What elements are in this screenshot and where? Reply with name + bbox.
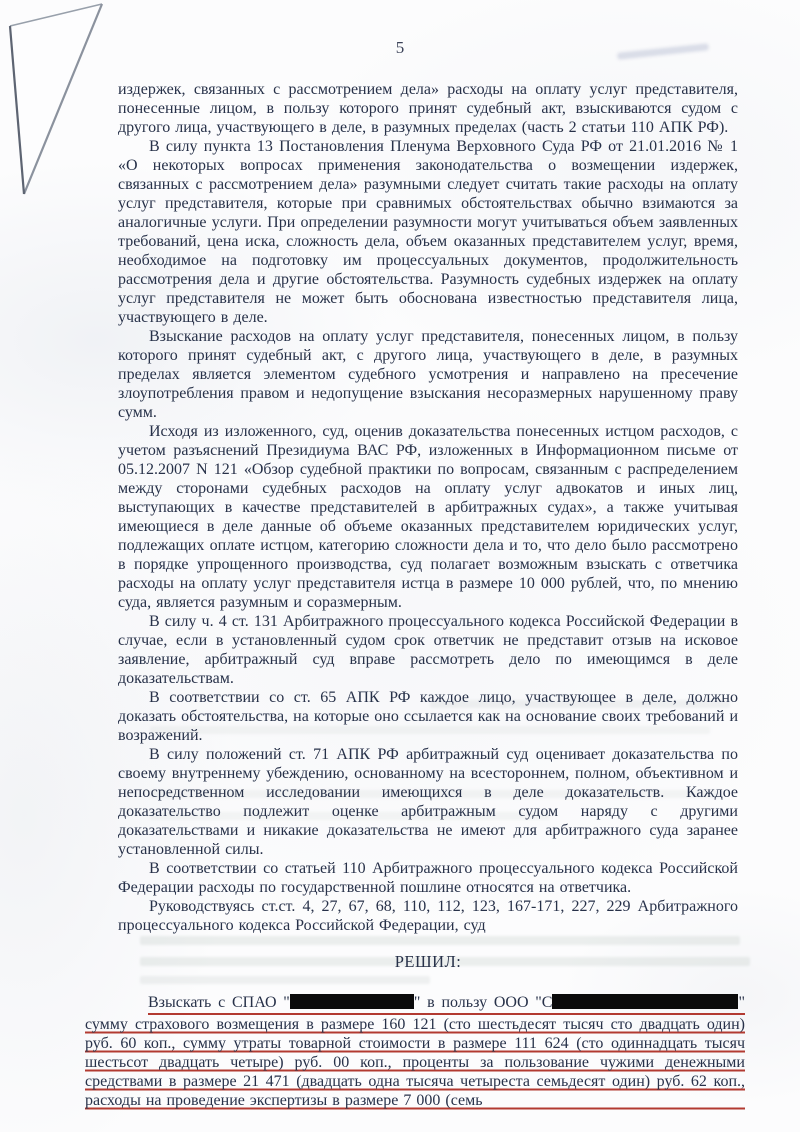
redaction-bar <box>290 994 414 1009</box>
resolution-paragraph <box>85 993 745 1110</box>
resolution-text: Взыскать с СПАО " <box>148 994 290 1011</box>
resolution-text: " в пользу ООО "С <box>413 994 553 1011</box>
body-paragraph: издержек, связанных с рассмотрением дела» расходы на оплату услуг представителя, понесенные лицом, в пользу которого принят судебный акт, взыскиваются судом с другого лица, участвующего в деле, в разумных пределах (часть 2 статьи 110 АПК РФ). <box>118 81 738 136</box>
body-paragraph: В силу ч. 4 ст. 131 Арбитражного процессуального кодекса Российской Федерации в случае, если в установленный судом срок ответчик не представит отзыв на исковое заявление, арбитражный суд вправе рассмотреть дело по имеющимся в деле доказательствам. <box>118 613 738 687</box>
body-paragraph: В силу пункта 13 Постановления Пленума Верховного Суда РФ от 21.01.2016 № 1 «О некоторых вопросах применения законодательства о возмещении издержек, связанных с рассмотрением дела» разумными следует считать такие расходы на оплату услуг представителя, которые при сравнимых обстоятельствах обычно взимаются за аналогичные услуги. При определении разумности могут учитываться объем заявленных требований, цена иска, сложность дела, объем оказанных представителем услуг, время, необходимое на подготовку им процессуальных документов, продолжительность рассмотрения дела и другие обстоятельства. Разумность судебных издержек на оплату услуг представителя не может быть обоснована известностью представителя лица, участвующего в деле. <box>118 138 738 326</box>
resolution-body-text: сумму страхового возмещения в размере 160 121 (сто шестьдесят тысяч сто двадцать один) руб. 60 коп., сумму утраты товарной стоимости в размере 111 624 (сто одиннадцать тысяч шестьсот двадцать четыре) руб. 00 коп., проценты за пользование чужими денежными средствами в размере 21 471 (двадцать одна тысяча четыреста семьдесят один) руб. 62 коп., расходы на проведение экспертизы в размере 7 000 (семь <box>85 1016 745 1109</box>
resolution-text: " <box>738 994 745 1011</box>
document-body <box>85 80 745 1110</box>
body-paragraph: В соответствии со статьей 110 Арбитражного процессуального кодекса Российской Федерации расходы по государственной пошлине относятся на ответчика. <box>118 860 738 896</box>
body-paragraph: Взыскание расходов на оплату услуг представителя, понесенных лицом, в пользу которого принят судебный акт, с другого лица, участвующего в деле, в разумных пределах является элементом судебного усмотрения и направлено на пресечение злоупотребления правом и недопущение взыскания несоразмерных нарушенному праву сумм. <box>118 328 738 421</box>
decision-heading: РЕШИЛ: <box>394 952 462 971</box>
body-paragraph: Руководствуясь ст.ст. 4, 27, 67, 68, 110, 112, 123, 167-171, 227, 229 Арбитражного процессуального кодекса Российской Федерации, суд <box>118 898 738 934</box>
body-paragraph: Исходя из изложенного, суд, оценив доказательства понесенных истцом расходов, с учетом разъяснений Президиума ВАС РФ, изложенных в Информационном письме от 05.12.2007 N 121 «Обзор судебной практики по вопросам, связанным с распределением между сторонами судебных расходов на оплату услуг адвокатов и иных лиц, выступающих в качестве представителей в арбитражных судах», а также учитывая имеющиеся в деле данные об объеме оказанных представителем юридических услуг, подлежащих оплате истцом, категорию сложности дела и то, что дело было рассмотрено в порядке упрощенного производства, суд полагает возможным взыскать с ответчика расходы на оплату услуг представителя истца в размере 10 000 рублей, что, по мнению суда, является разумным и соразмерным. <box>118 423 738 611</box>
body-paragraph: В силу положений ст. 71 АПК РФ арбитражный суд оценивает доказательства по своему внутреннему убеждению, основанному на всестороннем, полном, объективном и непосредственном исследовании имеющихся в деле доказательств. Каждое доказательство подлежит оценке арбитражным судом наряду с другими доказательствами и никакие доказательства не имеют для арбитражного суда заранее установленной силы. <box>118 746 738 858</box>
page-number: 5 <box>395 38 405 57</box>
resolution-first-line <box>148 993 745 1015</box>
body-paragraph: В соответствии со ст. 65 АПК РФ каждое лицо, участвующее в деле, должно доказать обстоятельства, на которые оно ссылается как на основание своих требований и возражений. <box>118 689 738 744</box>
redaction-bar <box>552 994 738 1009</box>
